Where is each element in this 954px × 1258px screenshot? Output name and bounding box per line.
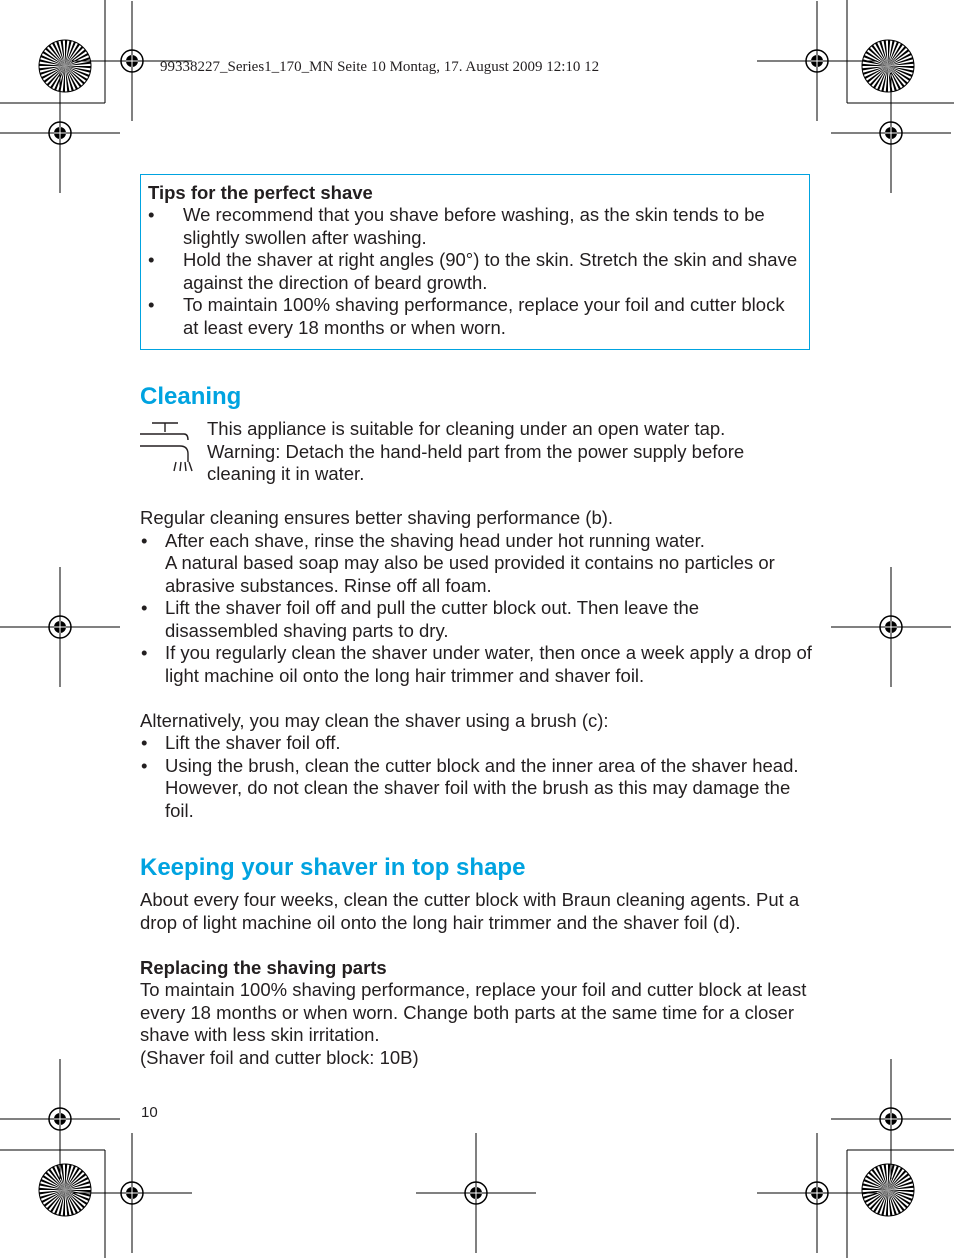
bullet: • (148, 204, 155, 225)
list-item: • Lift the shaver foil off and pull the cutter block out. Then leave the disassembled shaving parts to dry. (141, 597, 700, 641)
tap-line-1: This appliance is suitable for cleaning under an open water tap. (207, 418, 726, 439)
parts-note: (Shaver foil and cutter block: 10B) (140, 1046, 419, 1068)
list-item: • If you regularly clean the shaver under water, then once a week apply a drop of light machine oil onto the long hair trimmer and shaver foil. (141, 642, 812, 686)
replacing-heading: Replacing the shaving parts (140, 956, 387, 978)
list-item: • We recommend that you shave before washing, as the skin tends to be slightly swollen after washing. (148, 204, 765, 248)
cleaning-intro: Regular cleaning ensures better shaving performance (b). (140, 507, 614, 528)
brush-list (140, 732, 812, 822)
list-item: • To maintain 100% shaving performance, replace your foil and cutter block at least every 18 months or when worn. (148, 294, 785, 338)
list-item: • Lift the shaver foil off. (141, 732, 341, 753)
keeping-text: About every four weeks, clean the cutter block with Braun cleaning agents. Put a drop of light machine oil onto the long hair trimmer and the shaver foil (d). (140, 889, 800, 933)
star-target-mark (39, 1164, 91, 1216)
registration-mark (757, 1133, 877, 1253)
registration-mark (0, 1059, 120, 1179)
bullet: • (148, 294, 155, 315)
tips-list (148, 204, 804, 339)
registration-mark (72, 1133, 192, 1253)
brush-intro: Alternatively, you may clean the shaver using a brush (c): (140, 709, 609, 731)
tap-warning: Warning: Detach the hand-held part from the power supply before cleaning it in water. (207, 440, 745, 484)
list-item: • Hold the shaver at right angles (90°) to the skin. Stretch the skin and shave against the direction of beard growth. (148, 249, 798, 293)
star-target-mark (39, 40, 91, 92)
water-tap-icon (140, 420, 196, 476)
print-slug-line: 99338227_Series1_170_MN Seite 10 Montag, 17. August 2009 12:10 12 (160, 59, 600, 75)
tips-title: Tips for the perfect shave (148, 182, 373, 203)
registration-mark (831, 1059, 951, 1179)
registration-mark (416, 1133, 536, 1253)
bullet: • (148, 249, 155, 270)
cleaning-heading: Cleaning (140, 383, 242, 410)
registration-mark (0, 567, 120, 687)
bullet: • (141, 754, 148, 776)
list-item: • After each shave, rinse the shaving head under hot running water. A natural based soap may also be used provided it contains no particles or abrasive substances. Rinse off all foam. (141, 529, 775, 596)
keeping-body (140, 889, 812, 1069)
bullet: • (141, 642, 148, 663)
keeping-heading: Keeping your shaver in top shape (140, 854, 526, 881)
tips-box (140, 174, 810, 350)
bullet: • (141, 732, 148, 753)
star-target-mark (862, 1164, 914, 1216)
list-item: • Using the brush, clean the cutter block and the inner area of the shaver head. However, do not clean the shaver foil with the brush as this may damage the foil. (141, 754, 799, 821)
cleaning-list (140, 530, 812, 688)
cleaning-body (140, 507, 812, 822)
page-number: 10 (141, 1104, 158, 1121)
replacing-text: To maintain 100% shaving performance, replace your foil and cutter block at least every 18 months or when worn. Change both parts at the same time for a closer shave with less skin irritation. (140, 979, 807, 1045)
bullet: • (141, 597, 148, 618)
registration-mark (831, 567, 951, 687)
tap-text (207, 418, 807, 486)
star-target-mark (862, 40, 914, 92)
bullet: • (141, 529, 148, 551)
